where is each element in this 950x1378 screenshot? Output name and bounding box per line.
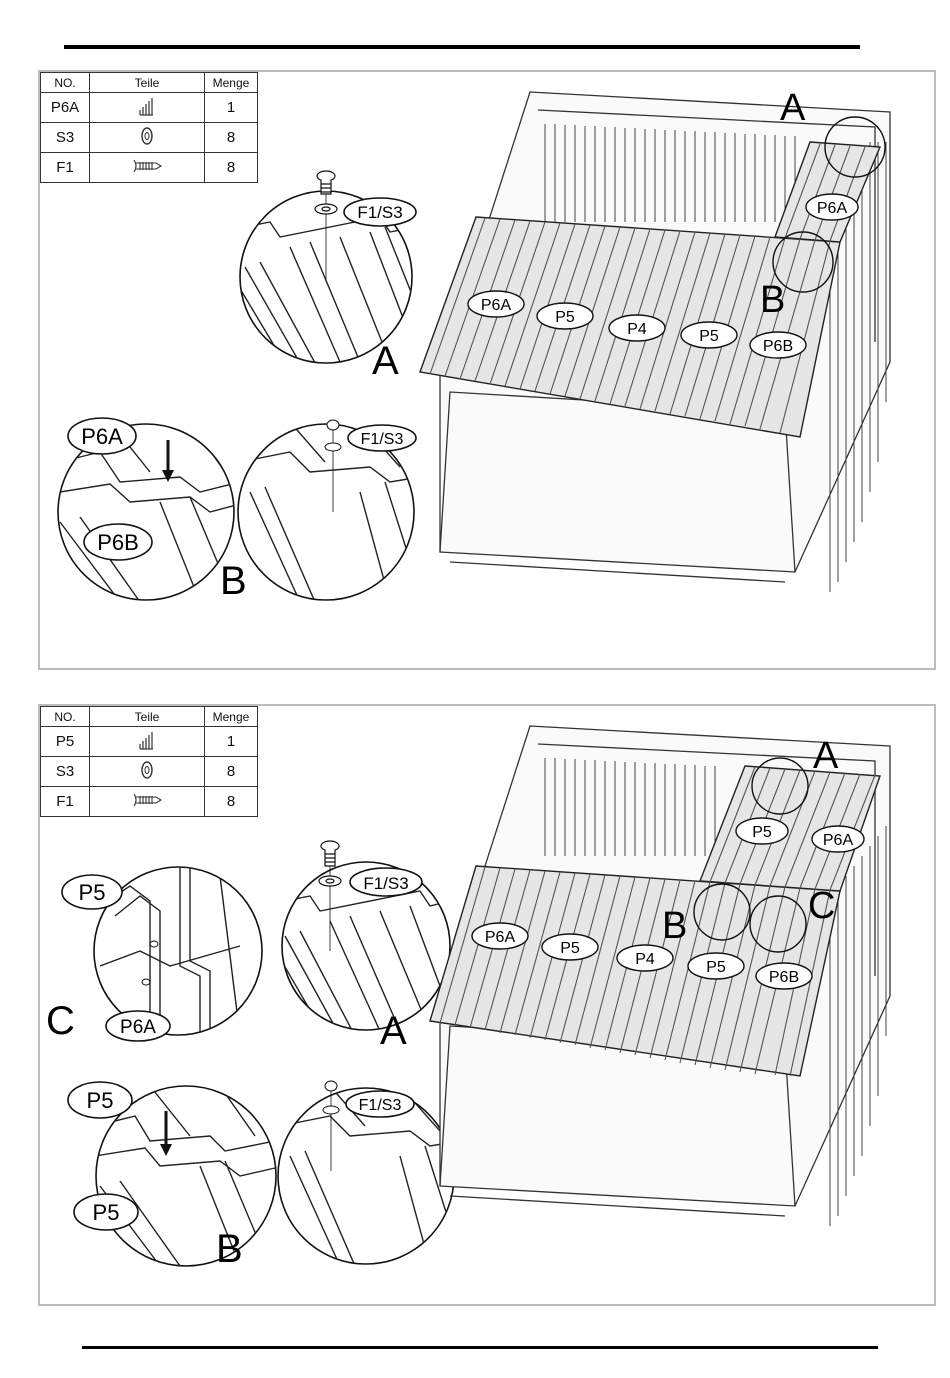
roof-label: P6B: [768, 969, 800, 986]
header-no: NO.: [41, 707, 90, 727]
roof-label: P6A: [484, 929, 516, 946]
shed-callout-c: C: [808, 885, 836, 927]
detail-b-bottom-label: P5: [92, 1200, 120, 1225]
shed-top-panel-label: P5: [752, 824, 772, 841]
roof-label: P4: [635, 951, 655, 968]
detail-a-part-label: F1/S3: [363, 874, 409, 893]
part-qty: 8: [205, 153, 258, 183]
step-1-panel: [38, 70, 936, 670]
top-rule: [64, 45, 860, 49]
step-2-panel: [38, 704, 936, 1306]
part-no: S3: [41, 123, 90, 153]
shed-top-panel-label: P6A: [816, 200, 848, 217]
detail-c-letter: C: [46, 999, 75, 1043]
detail-b2-part-label: F1/S3: [360, 431, 404, 448]
part-qty: 8: [205, 787, 258, 817]
roof-label: P6B: [762, 338, 794, 355]
part-qty: 1: [205, 727, 258, 757]
header-no: NO.: [41, 73, 90, 93]
shed-callout-a: A: [780, 87, 806, 129]
detail-a-letter: A: [380, 1009, 407, 1053]
part-no: P5: [41, 727, 90, 757]
screw-drawing: [319, 841, 341, 886]
shed-callout-b: B: [662, 905, 688, 947]
roof-label: P4: [627, 321, 647, 338]
part-no: F1: [41, 153, 90, 183]
step-2-drawing: [40, 706, 938, 1308]
detail-a-part-label: F1/S3: [357, 203, 403, 222]
header-teile: Teile: [90, 73, 205, 93]
header-menge: Menge: [205, 73, 258, 93]
shed-callout-b: B: [760, 279, 786, 321]
detail-b-bottom-label: P6B: [97, 530, 139, 555]
shed-callout-a: A: [813, 735, 839, 777]
detail-c-top-label: P5: [78, 880, 106, 905]
step-1-drawing: [40, 72, 938, 672]
roof-label: P5: [555, 309, 575, 326]
part-no: S3: [41, 757, 90, 787]
detail-b-letter: B: [216, 1227, 243, 1271]
shed-top-panel-label: P6A: [822, 832, 854, 849]
roof-label: P6A: [480, 297, 512, 314]
detail-b-letter: B: [220, 559, 247, 603]
header-menge: Menge: [205, 707, 258, 727]
roof-label: P5: [699, 328, 719, 345]
roof-label: P5: [560, 940, 580, 957]
part-no: F1: [41, 787, 90, 817]
detail-b-top-label: P5: [86, 1088, 114, 1113]
detail-b-top-label: P6A: [81, 424, 123, 449]
part-qty: 1: [205, 93, 258, 123]
roof-label: P5: [706, 959, 726, 976]
detail-b2-part-label: F1/S3: [358, 1097, 402, 1114]
header-teile: Teile: [90, 707, 205, 727]
detail-a-letter: A: [372, 339, 399, 383]
part-qty: 8: [205, 123, 258, 153]
bottom-rule: [82, 1346, 878, 1349]
part-qty: 8: [205, 757, 258, 787]
detail-c-bottom-label: P6A: [120, 1017, 156, 1038]
part-no: P6A: [41, 93, 90, 123]
